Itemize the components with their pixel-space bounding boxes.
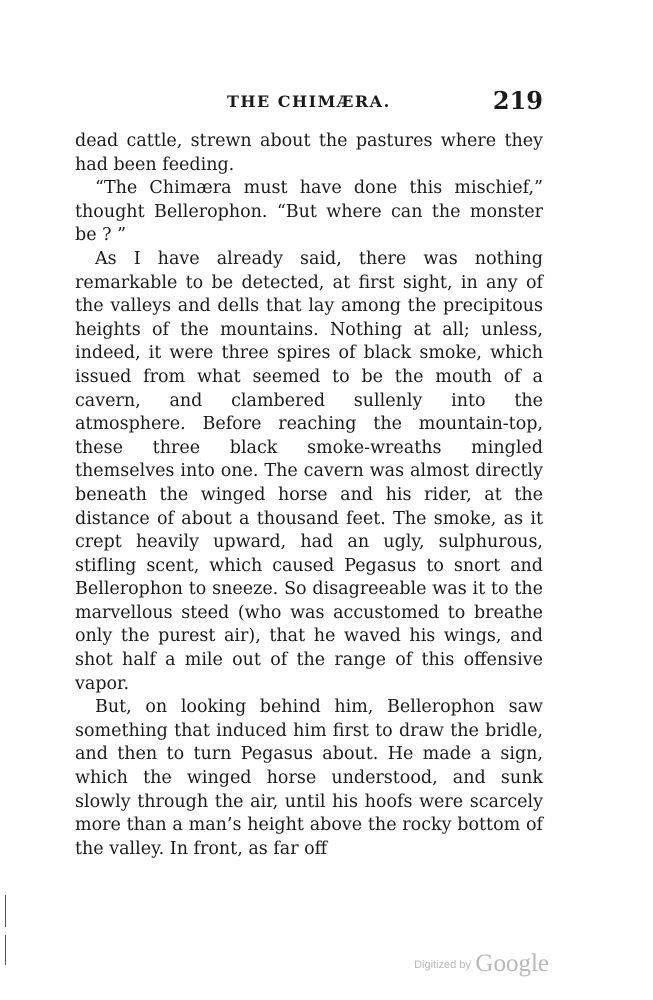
body-text xyxy=(75,130,543,861)
paragraph-dialogue: “The Chimæra must have done this mischief,” thought Bellerophon. “But where can the monster be ? ” xyxy=(75,178,543,246)
paragraph-continuation: dead cattle, strewn about the pastures where they had been feeding. xyxy=(75,131,543,175)
running-header xyxy=(75,88,543,118)
scan-margin-mark xyxy=(5,895,6,927)
page-number: 219 xyxy=(492,86,543,115)
scan-margin-mark xyxy=(5,935,6,965)
paragraph-smoke: As I have already said, there was nothing remarkable to be detected, at first sight, in any of the valleys and dells that lay among the precipitous heights of the mountains. Nothing at all; unless, indeed, it were three spires of black smoke, which issued from what seemed to be the mouth of a cavern, and clambered sullenly into the atmosphere. Before reaching the mountain-top, these three black smoke-wreaths mingled themselves into one. The cavern was almost directly beneath the winged horse and his rider, at the distance of about a thousand feet. The smoke, as it crept heavily upward, had an ugly, sulphurous, stifling scent, which caused Pegasus to snort and Bellerophon to sneeze. So disagreeable was it to the marvellous steed (who was accustomed to breathe only the purest air), that he waved his wings, and shot half a mile out of the range of this offensive vapor. xyxy=(75,248,543,694)
digitized-watermark xyxy=(414,950,549,978)
watermark-prefix: Digitized by xyxy=(414,959,471,971)
google-logo: Google xyxy=(475,950,549,977)
paragraph-descent: But, on looking behind him, Bellerophon saw something that induced him first to draw the bridle, and then to turn Pegasus about. He made a sign, which the winged horse understood, and sunk slowly through the air, until his hoofs were scarcely more than a man’s height above the rocky bottom of the valley. In front, as far off xyxy=(75,697,543,859)
running-title: THE CHIMÆRA. xyxy=(227,92,391,111)
